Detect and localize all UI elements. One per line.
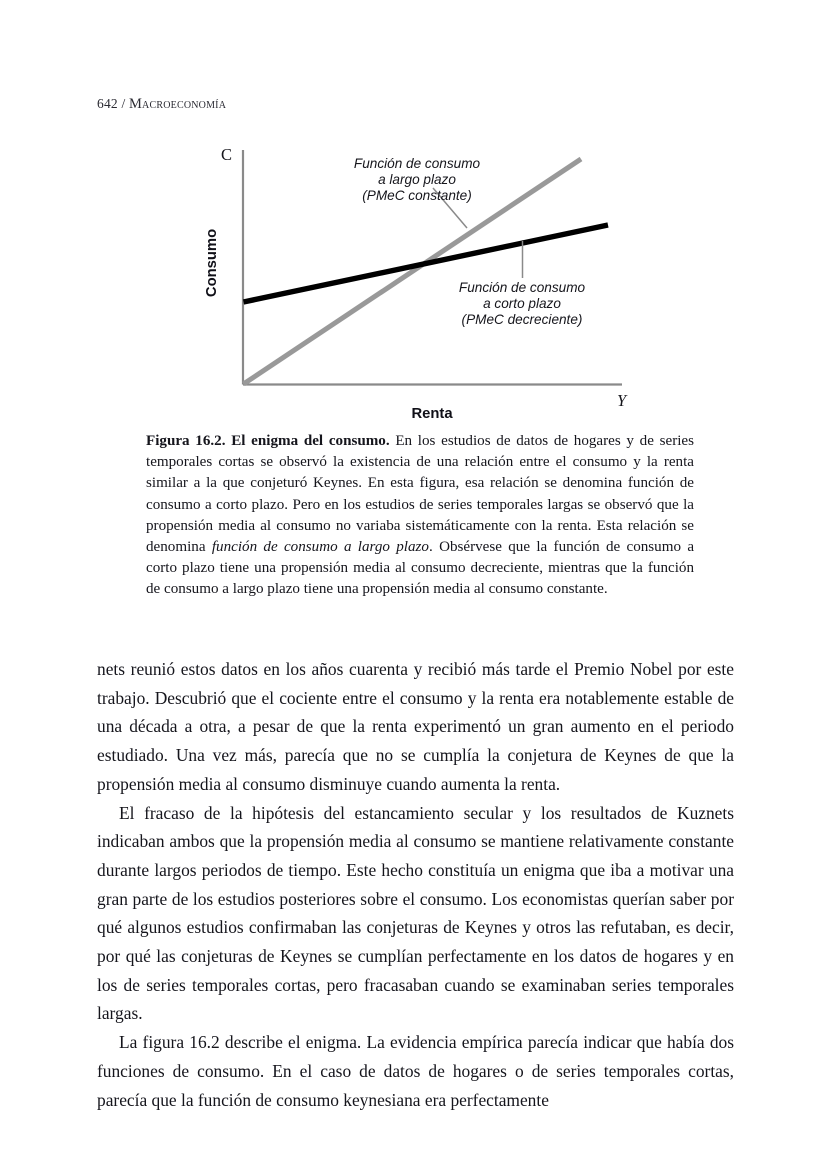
running-head-title: Macroeconomía xyxy=(128,96,227,112)
body-paragraph-1: nets reunió estos datos en los años cuarenta y recibió más tarde el Premio Nobel por este trabajo. Descubrió que el cociente entre el consumo y la renta era notablemente estable de una década a otra, a pesar de que la renta experimentó un gran aumento en el periodo estudiado. Una vez más, parecía que no se cumplía la conjetura de Keynes de que la propensión media al consumo disminuye cuando aumenta la renta. xyxy=(97,659,734,794)
figure-caption-label: Figura 16.2. El enigma del consumo. xyxy=(146,433,390,449)
figure-caption-italic-phrase: función de consumo a largo plazo xyxy=(211,539,429,556)
x-axis-title: Renta xyxy=(411,406,453,422)
long-run-annotation-line3: (PMeC constante) xyxy=(362,188,472,203)
y-axis-title: Consumo xyxy=(204,228,220,298)
body-paragraph-3: La figura 16.2 describe el enigma. La evidencia empírica parecía indicar que había dos funciones de consumo. En el caso de datos de hogares o de series temporales cortas, parecía que la función de consumo keynesiana era perfectamente xyxy=(97,1032,734,1110)
long-run-annotation xyxy=(354,156,481,203)
figure-16-2 xyxy=(140,138,700,428)
short-run-annotation-line3: (PMeC decreciente) xyxy=(461,312,583,327)
long-run-annotation-line2: a largo plazo xyxy=(378,172,456,187)
figure-caption-text-1: En los estudios de datos de hogares y de series temporales cortas se observó la existencia de una relación entre el consumo y la renta similar a la que conjeturó Keynes. En esta figura, esa relación se denomina función de consumo a corto plazo. Pero en los estudios de series temporales largas se observó que la propensión media al consumo no variaba sistemáticamente con la renta. Esta relación se denomina xyxy=(146,433,694,556)
running-head xyxy=(97,96,226,113)
short-run-annotation xyxy=(459,280,586,327)
figure-caption-text-2: . Obsérvese que la función de consumo a corto plazo tiene una propensión media al consumo decreciente, mientras que la función de consumo a largo plazo tiene una propensión media al consumo constante. xyxy=(146,539,695,598)
figure-caption xyxy=(146,431,694,601)
x-axis-symbol: Y xyxy=(617,391,627,410)
short-run-annotation-line1: Función de consumo xyxy=(458,280,586,295)
body-text xyxy=(97,655,734,1114)
running-head-separator: / xyxy=(121,96,126,111)
body-paragraph-2: El fracaso de la hipótesis del estancamiento secular y los resultados de Kuznets indicaban ambos que la propensión media al consumo se mantiene relativamente constante durante largos periodos de tiempo. Este hecho constituía un enigma que iba a motivar una gran parte de los estudios posteriores sobre el consumo. Los economistas querían saber por qué algunos estudios confirmaban las conjeturas de Keynes y otros las refutaban, es decir, por qué las conjeturas de Keynes se cumplían perfectamente en los datos de hogares y en los de series temporales cortas, pero fracasaban cuando se examinaban series temporales largas. xyxy=(97,802,734,1024)
y-axis-symbol: C xyxy=(220,145,232,164)
short-run-annotation-line2: a corto plazo xyxy=(483,296,561,311)
long-run-annotation-line1: Función de consumo xyxy=(353,156,481,171)
page-folio: 642 xyxy=(97,96,118,111)
